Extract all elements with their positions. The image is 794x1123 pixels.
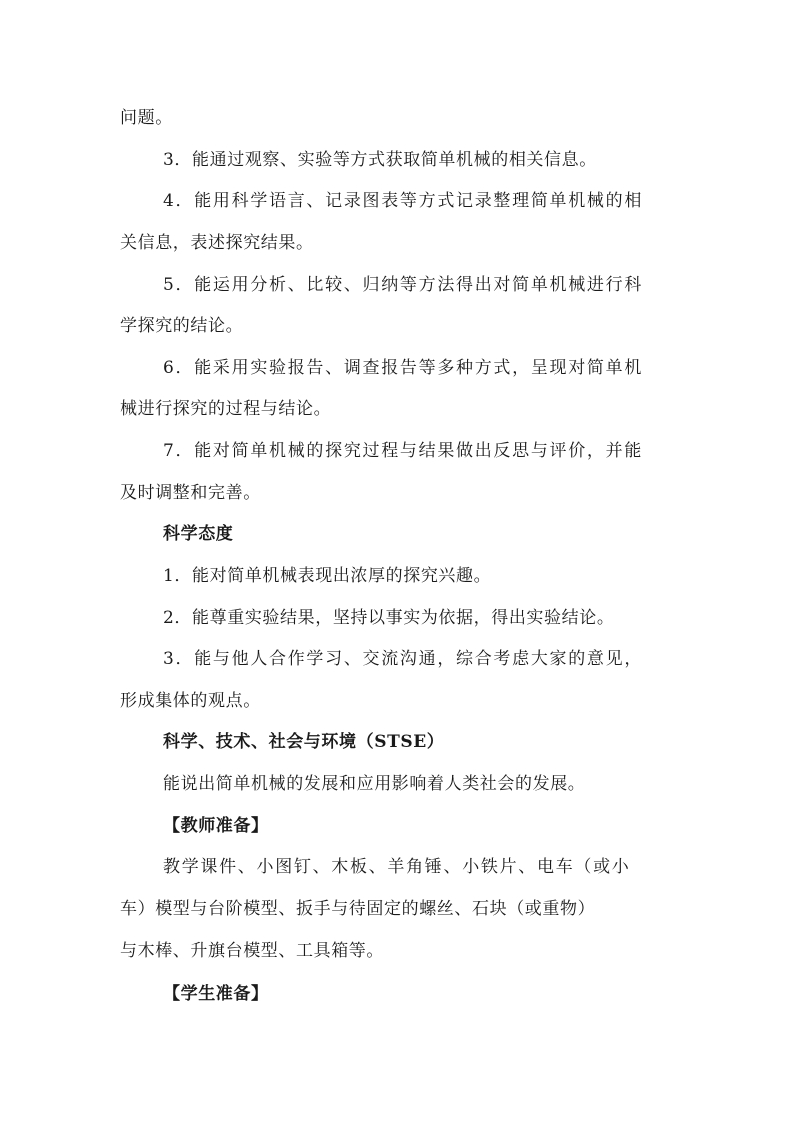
text-line: 问题。	[120, 108, 173, 128]
text-line: 形成集体的观点。	[120, 691, 261, 711]
section-heading: 科学、技术、社会与环境（STSE）	[163, 732, 445, 752]
text-line: 5．能运用分析、比较、归纳等方法得出对简单机械进行科	[163, 275, 644, 295]
text-line: 6．能采用实验报告、调查报告等多种方式，呈现对简单机	[163, 358, 644, 378]
text-line: 7．能对简单机械的探究过程与结果做出反思与评价，并能	[163, 441, 644, 461]
text-line: 械进行探究的过程与结论。	[120, 399, 332, 419]
text-line: 关信息，表述探究结果。	[120, 233, 314, 253]
text-line: 3．能通过观察、实验等方式获取简单机械的相关信息。	[163, 150, 597, 170]
section-heading: 【学生准备】	[163, 984, 269, 1004]
text-line: 能说出简单机械的发展和应用影响着人类社会的发展。	[163, 774, 586, 794]
text-line: 及时调整和完善。	[120, 483, 261, 503]
text-line: 学探究的结论。	[120, 316, 244, 336]
section-heading: 科学态度	[163, 524, 234, 544]
text-line: 1．能对简单机械表现出浓厚的探究兴趣。	[163, 566, 492, 586]
text-line: 3．能与他人合作学习、交流沟通，综合考虑大家的意见，	[163, 649, 644, 669]
text-line: 车）模型与台阶模型、扳手与待固定的螺丝、石块（或重物）	[120, 899, 596, 919]
text-line: 4．能用科学语言、记录图表等方式记录整理简单机械的相	[163, 191, 644, 211]
section-heading: 【教师准备】	[163, 816, 269, 836]
text-line: 2．能尊重实验结果，坚持以事实为依据，得出实验结论。	[163, 608, 615, 628]
text-line: 教学课件、小图钉、木板、羊角锤、小铁片、电车（或小	[163, 857, 631, 877]
text-line: 与木棒、升旗台模型、工具箱等。	[120, 941, 384, 961]
